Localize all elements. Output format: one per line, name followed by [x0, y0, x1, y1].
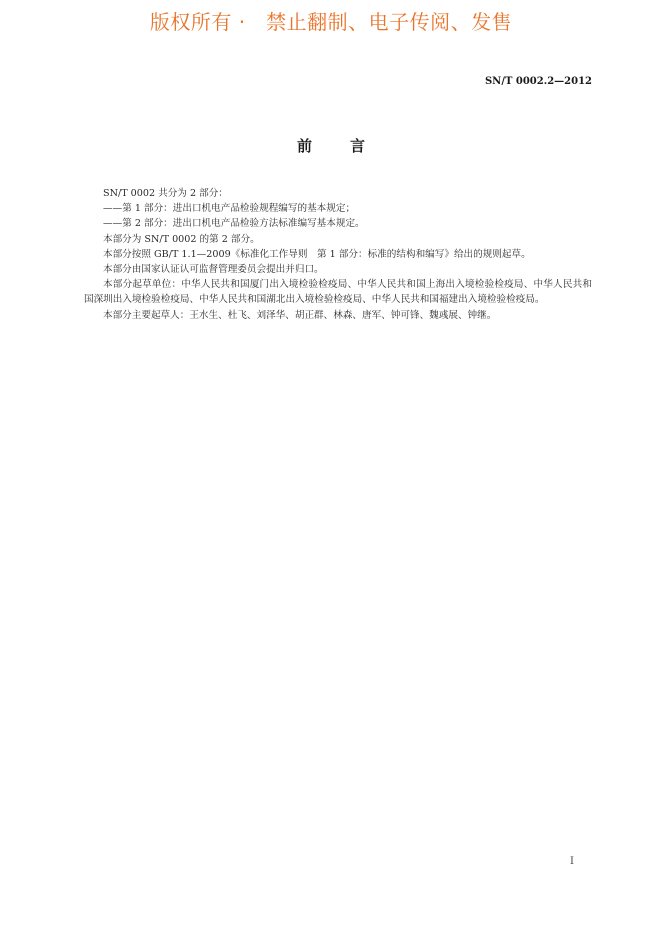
page-title: 前言 [296, 137, 403, 155]
copyright-watermark: 版权所有 · 禁止翻制、电子传阅、发售 [149, 10, 513, 34]
page-number: I [570, 856, 574, 867]
paragraph-drafting-units: 本部分起草单位：中华人民共和国厦门出入境检验检疫局、中华人民共和国上海出入境检验检疫局、中华人民共和国深圳出入境检验检疫局、中华人民共和国湖北出入境检验检疫局、中华人民共和国福建出入境检验检疫局。 [84, 279, 592, 306]
paragraph-part-2: ——第 2 部分：进出口机电产品检验方法标准编写基本规定。 [103, 218, 365, 230]
foreword-body [84, 186, 592, 323]
paragraph-drafting-rules: 本部分按照 GB/T 1.1—2009《标准化工作导则 第 1 部分：标准的结构和编写》给出的规则起草。 [103, 248, 531, 260]
standard-code: SN/T 0002.2—2012 [484, 76, 592, 87]
paragraph-drafters: 本部分主要起草人：王水生、杜飞、刘泽华、胡正群、林森、唐军、钟可锋、魏彧展、钟继。 [103, 309, 497, 321]
paragraph-proposed-by: 本部分由国家认证认可监督管理委员会提出并归口。 [103, 264, 324, 276]
paragraph-this-part: 本部分为 SN/T 0002 的第 2 部分。 [103, 233, 260, 245]
paragraph-part-1: ——第 1 部分：进出口机电产品检验规程编写的基本规定； [103, 203, 356, 215]
paragraph-parts-count: SN/T 0002 共分为 2 部分： [103, 188, 228, 199]
